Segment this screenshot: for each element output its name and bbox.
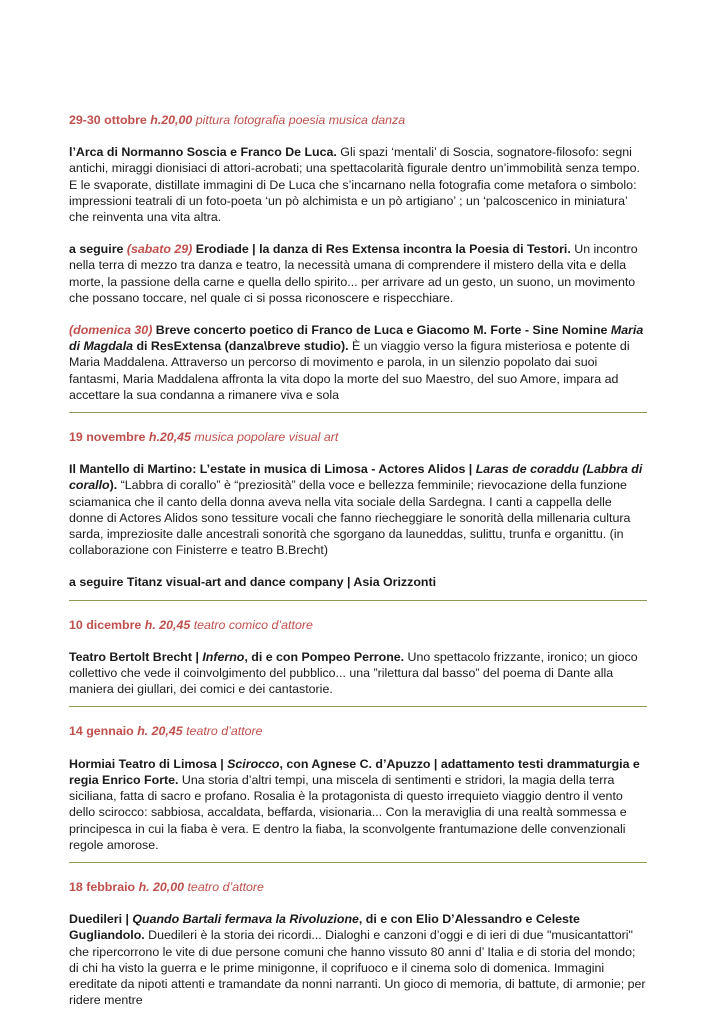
section-divider [69,862,647,863]
event-paragraph [69,144,647,225]
event-category: pittura fotografia poesia musica danza [195,113,406,127]
event-time: h.20,00 [150,113,193,127]
event-section [69,723,647,862]
event-section [69,617,647,708]
event-lead: a seguire [69,242,127,257]
event-section [69,879,647,1008]
event-title-end: , di e con Elio D’Alessandro e Celeste Gugliandolo. [69,912,580,943]
event-description: Gli spazi ‘mentali’ di Soscia, sognatore-filosofo: segni antichi, miraggi dionisiaci di attori-acrobati; una spettacolarità figurale dentro un’immobilità senza tempo. E le svaporate, distillate immagini di De Luca che s’incarnano nella fotografia come metafora o simbolo: impressioni teatrali di un foto-poeta ‘un pò alchimista e un pò artigiano’ ; un ‘palcoscenico in miniatura’ che reinventa una vita altra. [69,145,640,225]
event-day: (sabato 29) [126,242,193,257]
event-title: Teatro Bertolt Brecht | [69,649,203,664]
event-paragraph [69,461,647,558]
event-title-italic: Quando Bartali fermava la Rivoluzione [132,912,359,927]
document-content [69,112,647,1008]
event-category: teatro comico d’attore [193,617,313,632]
event-title-italic: Scirocco [227,756,280,771]
event-paragraph [69,322,647,403]
section-divider [69,412,647,413]
event-category: musica popolare visual art [194,430,339,445]
event-section [69,112,647,413]
event-section [69,429,647,601]
event-title-end: di ResExtensa (danza\breve studio). [133,339,349,354]
event-description: Uno spettacolo frizzante, ironico; un gioco collettivo che vede il coinvolgimento del pubblico... una ”rilettura dal basso” del poema di Dante alla maniera dei giullari, dei comici e dei cantastorie. [69,649,638,697]
event-followup: a seguire Titanz visual-art and dance company | Asia Orizzonti [69,575,437,590]
event-day: (domenica 30) [69,323,153,338]
event-description: Un incontro nella terra di mezzo tra danza e teatro, la necessità umana di comprendere il mistero della vita e della morte, la passione della carne e quella dello spirito... per arrivare ad un gesto, un suono, un movimento che possano toccare, nel quale ci si possa riconoscere e rispecchiare. [69,242,638,305]
event-date-line [69,112,647,128]
event-date: 29-30 ottobre [69,113,147,127]
event-title-italic: Maria di Magdala [69,323,644,354]
event-paragraph [69,241,647,306]
event-category: teatro d’attore [186,724,263,739]
event-category: teatro d’attore [187,879,264,894]
event-paragraph [69,756,647,853]
event-date: 19 novembre [69,430,146,445]
event-time: h. 20,45 [137,724,183,739]
event-time: h. 20,45 [144,617,191,632]
section-divider [69,600,647,601]
event-description: È un viaggio verso la figura misteriosa e potente di Maria Maddalena. Attraverso un percorso di movimento e parola, in un silenzio popolato dai suoi fantasmi, Maria Maddalena affronta la vita dopo la morte del suo Maestro, del suo Amore, impara ad accettare la sua condanna a rimanere viva e sola [69,339,630,402]
event-time: h. 20,00 [138,879,185,894]
event-description: Una storia d’altri tempi, una miscela di sentimenti e stridori, la magia della terra siciliana, fatta di sacro e profano. Rosalia è la protagonista di questo irrequieto viaggio dentro il vento dello scirocco: sabbiosa, accaldata, beffarda, visionaria... Con la meraviglia di una realtà sommessa e principesca in cui la fiaba è vera. E dentro la fiaba, la sconvolgente frantumazione delle convenzionali regole amorose. [69,772,627,852]
event-paragraph [69,911,647,1008]
event-time: h.20,45 [148,430,191,445]
event-date-line [69,617,647,633]
event-title: Hormiai Teatro di Limosa | [69,756,228,771]
event-title: Duedileri | [69,912,133,927]
event-paragraph [69,649,647,698]
event-description: “Labbra di corallo” è “preziosità” della voce e bellezza femminile; rievocazione della funzione sciamanica che il canto della donna aveva nella vita sociale della Sardegna. I canti a cappella delle donne di Actores Alidos sono tessiture vocali che fanno riecheggiare le sonorità della millenaria cultura sarda, impreziosite dalle ancestrali sonorità che sgorgano da launeddas, sulittu, trunfa e organittu. (in collaborazione con Finisterre e teatro B.Brecht) [69,478,631,558]
event-title-italic: Inferno [202,649,245,664]
event-title-end: , di e con Pompeo Perrone. [244,649,405,664]
event-description: Duedileri è la storia dei ricordi... Dialoghi e canzoni d’oggi e di ieri di due "musicantattori" che ripercorrono le vite di due persone comuni che hanno vissuto 80 anni d’ Italia e di storia del mondo; di chi ha visto la guerra e le prime minigonne, il coprifuoco e il cinema solo di domenica. Immagini ereditate da nipoti attenti e tramandate da nonni narranti. Un gioco di memoria, di battute, di armonie; per ridere mentre [69,928,646,1008]
event-title-italic: Laras de coraddu (Labbra di corallo [69,462,643,493]
event-title-end: ). [109,478,118,493]
event-date-line [69,723,647,739]
event-date: 10 dicembre [69,617,142,632]
event-title: l’Arca di Normanno Soscia e Franco De Luca. [69,145,337,160]
event-title: Il Mantello di Martino: L’estate in musica di Limosa - Actores Alidos | [69,462,476,477]
event-title: Erodiade | la danza di Res Extensa incontra la Poesia di Testori. [192,242,571,257]
event-title-end: , con Agnese C. d’Apuzzo | adattamento testi drammaturgia e regia Enrico Forte. [69,756,640,787]
event-date: 14 gennaio [69,724,134,739]
event-date-line [69,429,647,445]
event-date: 18 febbraio [69,879,136,894]
event-title: Breve concerto poetico di Franco de Luca e Giacomo M. Forte - Sine Nomine [152,323,611,338]
section-divider [69,706,647,707]
event-date-line [69,879,647,895]
